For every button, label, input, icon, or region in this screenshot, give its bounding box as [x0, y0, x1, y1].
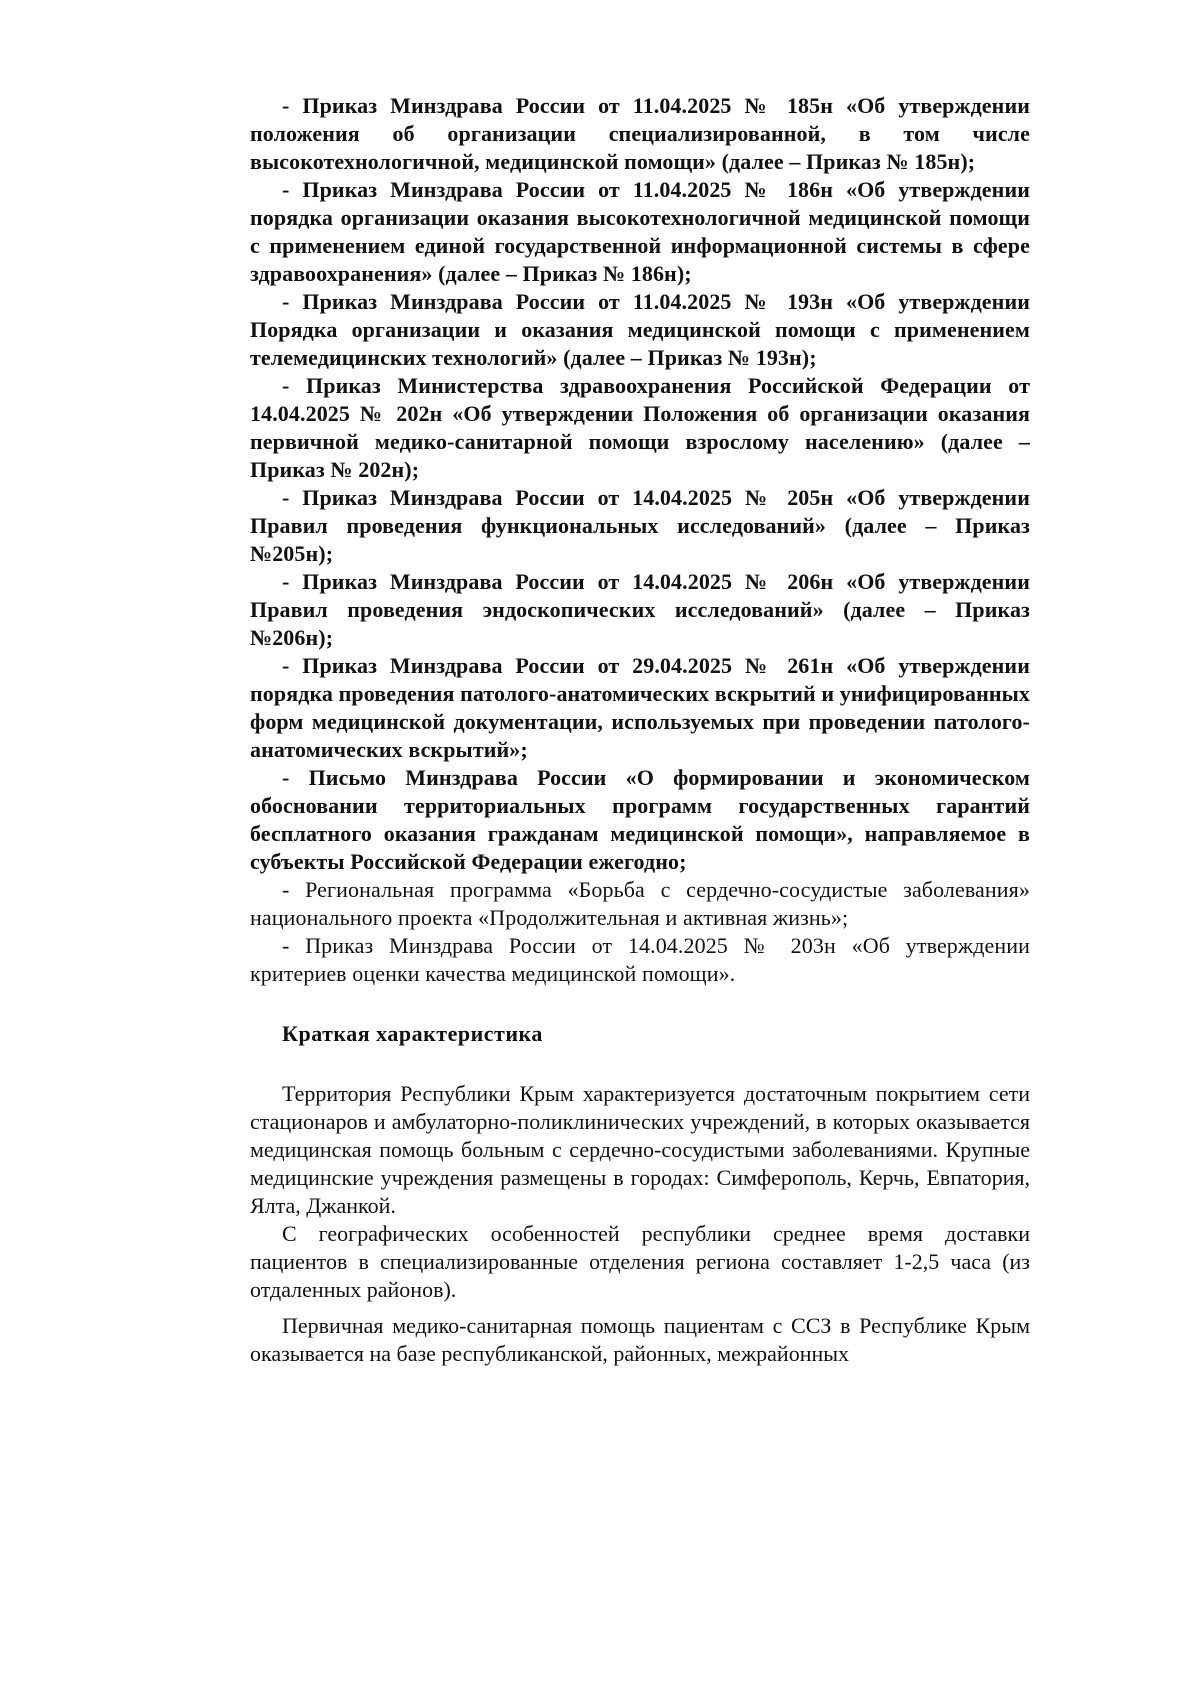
list-item-order-205n: - Приказ Минздрава России от 14.04.2025 № 205н «Об утверждении Правил проведения функциональных исследований» (далее – Приказ №205н); [250, 485, 1030, 566]
list-item-order-206n: - Приказ Минздрава России от 14.04.2025 № 206н «Об утверждении Правил проведения эндоскопических исследований» (далее – Приказ №206н); [250, 569, 1030, 650]
list-item-order-193n: - Приказ Минздрава России от 11.04.2025 № 193н «Об утверждении Порядка организации и оказания медицинской помощи с применением телемедицинских технологий» (далее – Приказ № 193н); [250, 289, 1030, 370]
paragraph-geography: С географических особенностей республики среднее время доставки пациентов в специализированные отделения региона составляет 1-2,5 часа (из отдаленных районов). [250, 1221, 1030, 1302]
paragraph-primary-care: Первичная медико-санитарная помощь пациентам с ССЗ в Республике Крым оказывается на базе республиканской, районных, межрайонных [250, 1313, 1030, 1366]
section-title: Краткая характеристика [282, 1021, 543, 1046]
document-body [250, 92, 1030, 1368]
list-item-order-203n: - Приказ Минздрава России от 14.04.2025 № 203н «Об утверждении критериев оценки качества медицинской помощи». [250, 933, 1030, 986]
paragraph-territory: Территория Республики Крым характеризуется достаточным покрытием сети стационаров и амбулаторно-поликлинических учреждений, в которых оказывается медицинская помощь больным с сердечно-сосудистыми заболеваниями. Крупные медицинские учреждения размещены в городах: Симферополь, Керчь, Евпатория, Ялта, Джанкой. [250, 1081, 1030, 1218]
list-item-regional-program: - Региональная программа «Борьба с сердечно-сосудистые заболевания» национального проекта «Продолжительная и активная жизнь»; [250, 877, 1030, 930]
list-item-order-186n: - Приказ Минздрава России от 11.04.2025 № 186н «Об утверждении порядка организации оказания высокотехнологичной медицинской помощи с применением единой государственной информационной системы в сфере здравоохранения» (далее – Приказ № 186н); [250, 177, 1030, 286]
list-item-order-185n: - Приказ Минздрава России от 11.04.2025 № 185н «Об утверждении положения об организации специализированной, в том числе высокотехнологичной, медицинской помощи» (далее – Приказ № 185н); [250, 93, 1030, 174]
list-item-order-202n: - Приказ Министерства здравоохранения Российской Федерации от 14.04.2025 № 202н «Об утверждении Положения об организации оказания первичной медико-санитарной помощи взрослому населению» (далее – Приказ № 202н); [250, 373, 1030, 482]
list-item-letter-ministry: - Письмо Минздрава России «О формировании и экономическом обосновании территориальных программ государственных гарантий бесплатного оказания гражданам медицинской помощи», направляемое в субъекты Российской Федерации ежегодно; [250, 765, 1030, 874]
list-item-order-261n: - Приказ Минздрава России от 29.04.2025 № 261н «Об утверждении порядка проведения патолого-анатомических вскрытий и унифицированных форм медицинской документации, используемых при проведении патолого-анатомических вскрытий»; [250, 653, 1030, 762]
